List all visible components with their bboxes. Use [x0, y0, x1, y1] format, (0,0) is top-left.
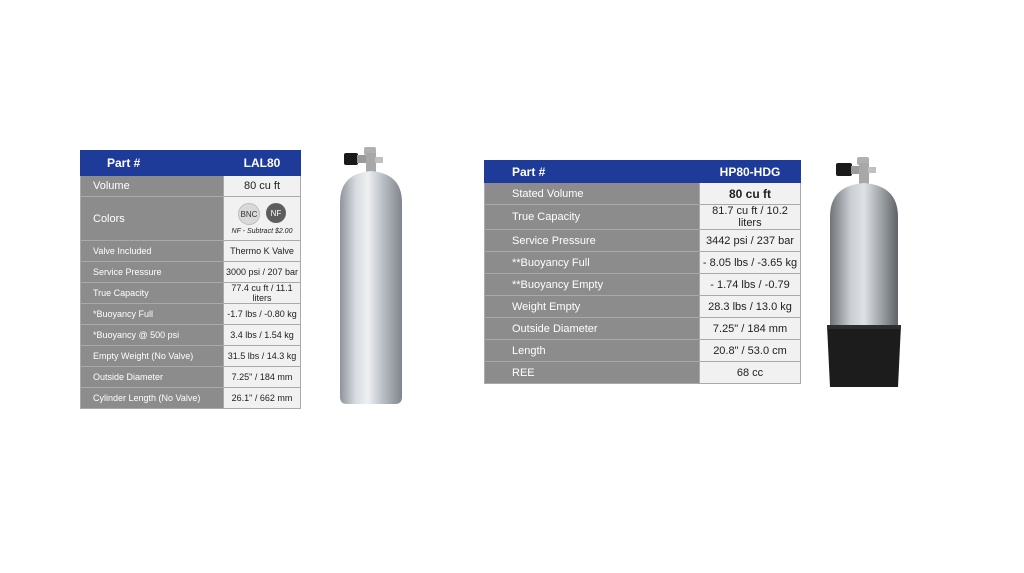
lal80-volume-value: 80 cu ft	[224, 176, 301, 197]
lal80-row-value: 7.25" / 184 mm	[224, 367, 301, 388]
lal80-row	[81, 304, 301, 325]
hp80-row-label: Stated Volume	[485, 183, 700, 205]
lal80-volume-label: Volume	[81, 176, 224, 197]
lal80-row	[81, 367, 301, 388]
hp80-row	[485, 230, 801, 252]
hp80-row	[485, 296, 801, 318]
lal80-row-value: Thermo K Valve	[224, 241, 301, 262]
hp80-row-label: **Buoyancy Full	[485, 252, 700, 274]
hp80-row-label: Length	[485, 340, 700, 362]
hp80-row	[485, 274, 801, 296]
hp80-header-row	[485, 161, 801, 183]
hp80-row-label: Outside Diameter	[485, 318, 700, 340]
nf-swatch: NF	[266, 203, 286, 223]
hp80-row	[485, 205, 801, 230]
lal80-row	[81, 346, 301, 367]
lal80-row-label: Outside Diameter	[81, 367, 224, 388]
lal80-row-value: 26.1" / 662 mm	[224, 388, 301, 409]
hp80-row-label: REE	[485, 362, 700, 384]
lal80-row-label: Valve Included	[81, 241, 224, 262]
lal80-row-label: *Buoyancy @ 500 psi	[81, 325, 224, 346]
lal80-row	[81, 388, 301, 409]
hp80-header-value: HP80-HDG	[700, 161, 801, 183]
lal80-header-value: LAL80	[224, 151, 301, 176]
hp80-row	[485, 183, 801, 205]
lal80-row-label: Service Pressure	[81, 262, 224, 283]
hp80-row	[485, 362, 801, 384]
aluminum-tank-icon	[338, 145, 404, 407]
lal80-row	[81, 262, 301, 283]
hp80-row-value: 20.8" / 53.0 cm	[700, 340, 801, 362]
lal80-colors-value	[224, 197, 301, 241]
hp80-row-value: 28.3 lbs / 13.0 kg	[700, 296, 801, 318]
hp80-row-label: Weight Empty	[485, 296, 700, 318]
lal80-header-label: Part #	[81, 151, 224, 176]
color-swatches	[224, 203, 300, 225]
bnc-swatch: BNC	[238, 203, 260, 225]
hp80-row	[485, 252, 801, 274]
lal80-row-value: 31.5 lbs / 14.3 kg	[224, 346, 301, 367]
hp80-row-label: True Capacity	[485, 205, 700, 230]
lal80-row-value: 3000 psi / 207 bar	[224, 262, 301, 283]
lal80-row-value: -1.7 lbs / -0.80 kg	[224, 304, 301, 325]
lal80-row-label: *Buoyancy Full	[81, 304, 224, 325]
hp80-row-value: 7.25" / 184 mm	[700, 318, 801, 340]
lal80-row-label: Cylinder Length (No Valve)	[81, 388, 224, 409]
lal80-row-label: True Capacity	[81, 283, 224, 304]
hp80-row	[485, 340, 801, 362]
hp80-row-value: - 1.74 lbs / -0.79	[700, 274, 801, 296]
hp80-row-value: 68 cc	[700, 362, 801, 384]
hp80-row-label: Service Pressure	[485, 230, 700, 252]
lal80-row-value: 77.4 cu ft / 11.1 liters	[224, 283, 301, 304]
lal80-row	[81, 241, 301, 262]
nf-note: NF - Subtract $2.00	[231, 228, 293, 235]
hp80-header-label: Part #	[485, 161, 700, 183]
lal80-row	[81, 325, 301, 346]
lal80-row-label: Empty Weight (No Valve)	[81, 346, 224, 367]
hp80-row-value: - 8.05 lbs / -3.65 kg	[700, 252, 801, 274]
hp80-row-value: 81.7 cu ft / 10.2 liters	[700, 205, 801, 230]
lal80-colors-label: Colors	[81, 197, 224, 241]
hp80-row-value: 3442 psi / 237 bar	[700, 230, 801, 252]
lal80-row-value: 3.4 lbs / 1.54 kg	[224, 325, 301, 346]
hp80-row	[485, 318, 801, 340]
steel-tank-with-boot-icon	[822, 155, 902, 390]
hp80-spec-table	[484, 160, 801, 384]
hp80-row-value: 80 cu ft	[700, 183, 801, 205]
lal80-spec-table	[80, 150, 301, 409]
lal80-row-colors	[81, 197, 301, 241]
hp80-row-label: **Buoyancy Empty	[485, 274, 700, 296]
lal80-row-volume	[81, 176, 301, 197]
lal80-header-row	[81, 151, 301, 176]
lal80-row	[81, 283, 301, 304]
